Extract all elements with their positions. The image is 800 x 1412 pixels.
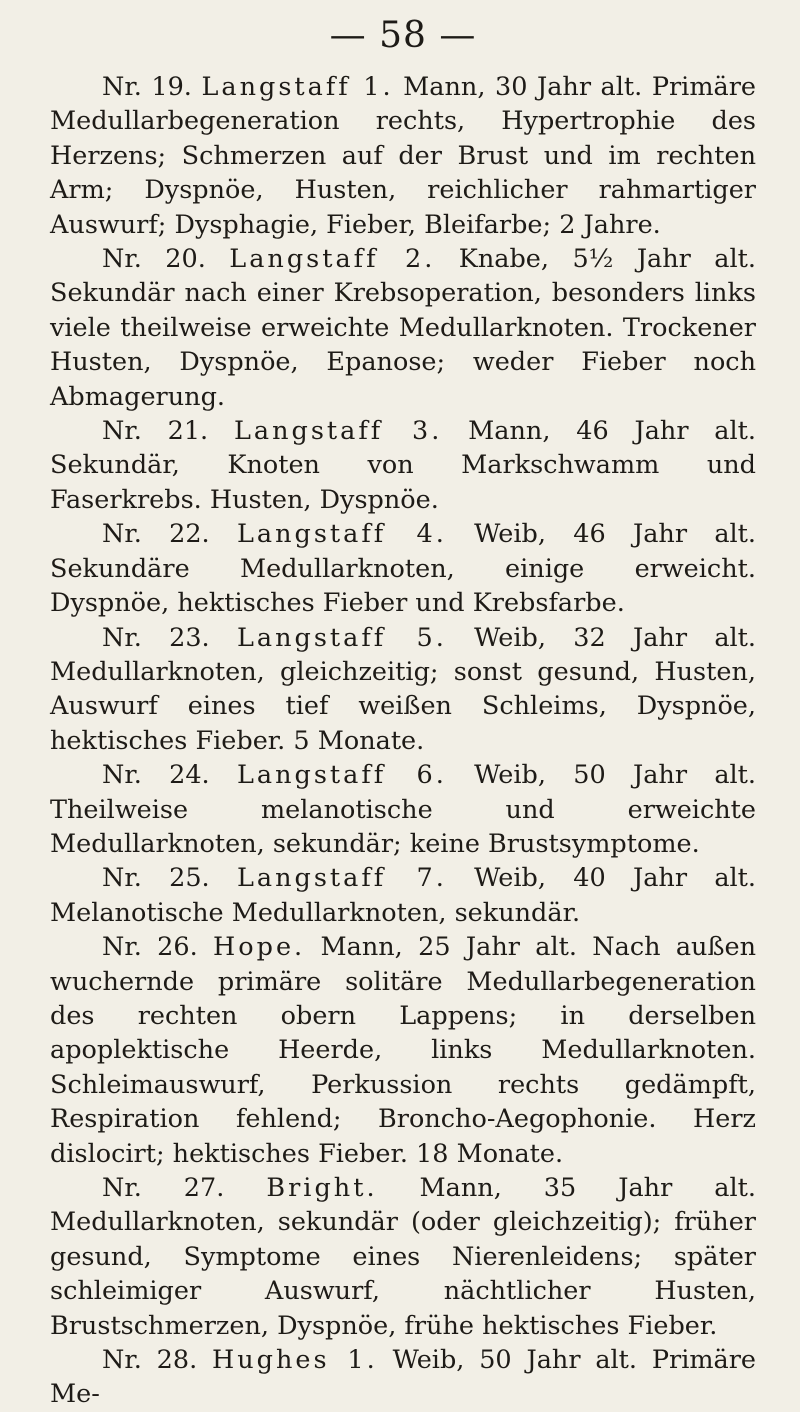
case-entry	[50, 621, 756, 759]
case-author: Langstaff 1.	[201, 72, 394, 102]
case-entry	[50, 517, 756, 620]
case-text: Weib, 32 Jahr alt. Medullarknoten, gleichzeitig; sonst gesund, Husten, Auswurf eines tief weißen Schleims, Dyspnöe, hektisches Fieber. 5 Monate.	[50, 622, 757, 756]
case-entry	[50, 1343, 756, 1412]
case-text: Mann, 35 Jahr alt. Medullarknoten, sekundär (oder gleichzeitig); früher gesund, Symptome eines Nierenleidens; später schleimiger Auswurf, nächtlicher Husten, Brustschmerzen, Dyspnöe, frühe hektisches Fieber.	[50, 1173, 756, 1341]
case-text: Mann, 25 Jahr alt. Nach außen wuchernde primäre solitäre Medullarbegeneration des rechten obern Lappens; in derselben apoplektische Heerde, links Medullarknoten. Schleimauswurf, Perkussion rechts gedämpft, Respiration fehlend; Broncho-Aegophonie. Herz dislocirt; hektisches Fieber. 18 Monate.	[50, 932, 757, 1169]
case-author: Langstaff 3.	[233, 416, 443, 447]
case-text: Knabe, 5½ Jahr alt. Sekundär nach einer Krebsoperation, besonders links viele theilweise erweichte Medullarknoten. Trockener Husten, Dyspnöe, Epanose; weder Fieber noch Abmagerung.	[50, 244, 757, 412]
case-text: Weib, 46 Jahr alt. Sekundäre Medullarknoten, einige erweicht. Dyspnöe, hektisches Fieber und Krebsfarbe.	[50, 519, 757, 619]
case-author: Hope.	[213, 932, 306, 963]
case-text: Mann, 46 Jahr alt. Sekundär, Knoten von Markschwamm und Faserkrebs. Husten, Dyspnöe.	[50, 416, 757, 515]
case-entry	[50, 242, 756, 414]
case-text: Weib, 40 Jahr alt. Melanotische Medullarknoten, sekundär.	[50, 863, 757, 928]
case-number: Nr. 24.	[102, 760, 210, 791]
case-author: Hughes 1.	[212, 1345, 378, 1376]
case-number: Nr. 23.	[102, 622, 210, 653]
case-number: Nr. 20.	[102, 244, 206, 275]
case-author: Langstaff 4.	[236, 519, 447, 550]
case-number: Nr. 27.	[102, 1173, 225, 1203]
case-entry	[50, 1171, 756, 1343]
case-text: Mann, 30 Jahr alt. Primäre Medullarbegeneration rechts, Hypertrophie des Herzens; Schmerzen auf der Brust und im rechten Arm; Dyspnöe, Husten, reichlicher rahmartiger Auswurf; Dysphagie, Fieber, Bleifarbe; 2 Jahre.	[50, 72, 756, 240]
case-entry	[50, 70, 756, 242]
case-entry	[50, 861, 756, 930]
case-author: Langstaff 7.	[236, 863, 447, 894]
case-author: Langstaff 6.	[236, 760, 447, 791]
case-number: Nr. 19.	[102, 72, 192, 102]
case-number: Nr. 26.	[102, 932, 198, 963]
case-entry	[50, 930, 756, 1171]
case-entry	[50, 414, 756, 517]
case-entry	[50, 758, 756, 861]
case-number: Nr. 28.	[102, 1345, 198, 1376]
page-number-header: — 58 —	[329, 15, 477, 56]
case-author: Bright.	[266, 1173, 378, 1203]
case-number: Nr. 21.	[102, 416, 209, 447]
case-number: Nr. 25.	[102, 863, 210, 894]
case-text: Weib, 50 Jahr alt. Primäre Me-	[50, 1345, 757, 1410]
case-author: Langstaff 2.	[229, 244, 436, 275]
case-author: Langstaff 5.	[236, 622, 447, 653]
case-text: Weib, 50 Jahr alt. Theilweise melanotische und erweichte Medullarknoten, sekundär; keine Brustsymptome.	[50, 760, 757, 859]
case-number: Nr. 22.	[102, 519, 210, 550]
